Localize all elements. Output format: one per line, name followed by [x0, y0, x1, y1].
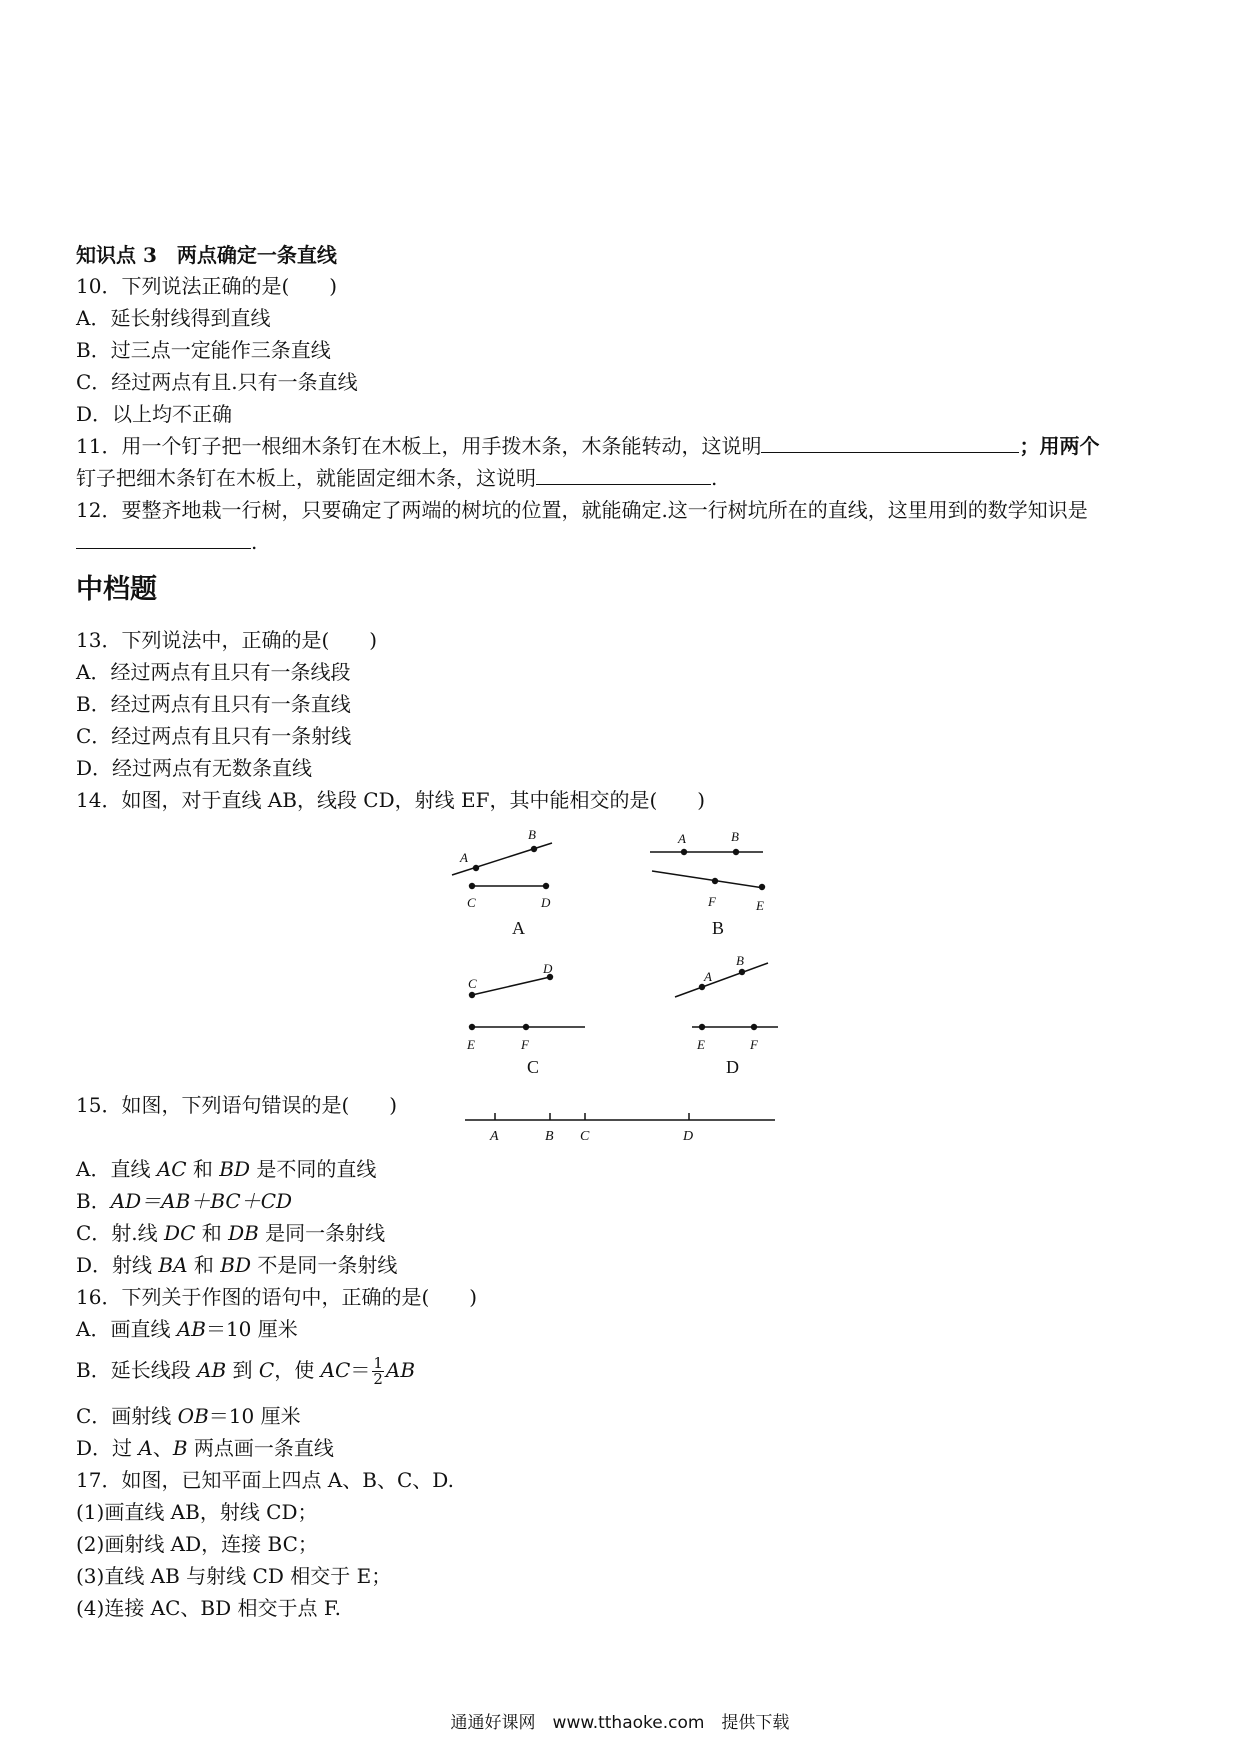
q10-option-a: A．延长射线得到直线 [76, 306, 271, 330]
q15-c-m1: DC [164, 1221, 196, 1245]
q16-d-m2: B [172, 1436, 188, 1460]
q13-option-b: B．经过两点有且只有一条直线 [76, 692, 351, 716]
q15-a-m1: AC [156, 1157, 187, 1181]
q14-a-label-C: C [467, 895, 476, 910]
q14-a-label-D: D [541, 895, 551, 910]
q15-option-b [76, 1187, 292, 1215]
section-heading-mid: 中档题 [76, 574, 157, 605]
q16-frac-den: 2 [373, 1370, 383, 1388]
q16-a-pre: A．画直线 [76, 1317, 177, 1341]
q15-a-mid: 和 [186, 1157, 220, 1181]
q16-d-post: 两点画一条直线 [187, 1436, 334, 1460]
q15-c-post: 是同一条射线 [258, 1221, 386, 1245]
q14-caption-c: C [527, 1057, 540, 1077]
q16-stem: 16．下列关于作图的语句中，正确的是( ) [76, 1285, 478, 1309]
q14-b-label-A: A [678, 831, 686, 846]
q15-label-A: A [490, 1129, 499, 1144]
q15-d-m2: BD [220, 1253, 251, 1277]
q17-step-4: (4)连接 AC、BD 相交于点 F. [76, 1596, 341, 1620]
q15-label-B: B [545, 1129, 554, 1144]
q16-b-m2: C [258, 1358, 275, 1382]
q16-option-d [76, 1434, 334, 1462]
q16-b-m4: AB [385, 1358, 416, 1382]
q16-a-post: ＝10 厘米 [205, 1317, 298, 1341]
q12-line-1: 12．要整齐地栽一行树，只要确定了两端的树坑的位置，就能确定.这一行树坑所在的直线，这里用到的数学知识是 [76, 498, 1088, 522]
page-footer: 通通好课网 www.tthaoke.com 提供下载 [450, 1713, 790, 1733]
q10-option-d: D．以上均不正确 [76, 402, 233, 426]
q11-part1: 11．用一个钉子把一根细木条钉在木板上，用手拨木条，木条能转动，这说明 [76, 434, 762, 458]
q14-d-label-A: A [704, 969, 712, 984]
q14-d-label-E: E [697, 1037, 705, 1052]
q15-stem: 15．如图，下列语句错误的是( ) [76, 1093, 398, 1117]
q10-option-b: B．过三点一定能作三条直线 [76, 338, 331, 362]
q15-b-m: AD＝AB＋BC＋CD [110, 1189, 293, 1213]
q15-d-post: 不是同一条射线 [251, 1253, 398, 1277]
q14-d-label-B: B [736, 953, 744, 968]
q15-d-mid: 和 [187, 1253, 221, 1277]
q13-option-c: C．经过两点有且只有一条射线 [76, 724, 352, 748]
q15-d-pre: D．射线 [76, 1253, 159, 1277]
q17-stem: 17．如图，已知平面上四点 A、B、C、D. [76, 1468, 454, 1492]
q15-option-a [76, 1155, 376, 1183]
q11-line-2 [76, 464, 717, 492]
q14-a-label-B: B [528, 827, 536, 842]
q16-c-m: OB [177, 1404, 209, 1428]
q11-end: . [711, 466, 718, 490]
q14-c-label-D: D [543, 961, 553, 976]
q14-caption-b: B [712, 918, 725, 938]
q15-b-pre: B． [76, 1189, 111, 1213]
q15-label-C: C [580, 1129, 590, 1144]
q16-b-mid: 到 [226, 1358, 259, 1382]
q11-part2: 钉子把细木条钉在木板上，就能固定细木条，这说明 [76, 466, 536, 490]
q15-option-c [76, 1219, 385, 1247]
q16-option-a [76, 1315, 298, 1343]
q14-c-label-C: C [468, 976, 477, 991]
q16-a-m: AB [176, 1317, 206, 1341]
section-heading-kp3: 知识点 3 两点确定一条直线 [76, 243, 337, 267]
q12-blank[interactable] [76, 528, 251, 549]
q15-label-D: D [683, 1129, 694, 1144]
q11-blank-2[interactable] [536, 464, 711, 485]
q17-step-3: (3)直线 AB 与射线 CD 相交于 E； [76, 1564, 392, 1588]
q15-figure [460, 1110, 780, 1150]
q16-b-m3: AC [320, 1358, 351, 1382]
q15-c-m2: DB [228, 1221, 259, 1245]
q14-figure [440, 815, 800, 1085]
q15-c-mid: 和 [195, 1221, 229, 1245]
q16-frac-num: 1 [373, 1354, 383, 1372]
q15-a-post: 是不同的直线 [250, 1157, 377, 1181]
q12-line-2 [76, 528, 257, 556]
q13-stem: 13．下列说法中，正确的是( ) [76, 628, 378, 652]
q16-d-pre: D．过 [76, 1436, 139, 1460]
q16-b-eq: ＝ [350, 1358, 371, 1382]
q15-option-d [76, 1251, 397, 1279]
q15-a-pre: A．直线 [76, 1157, 157, 1181]
q15-d-m1: BA [158, 1253, 188, 1277]
q12-end: . [251, 530, 258, 554]
q17-step-2: (2)画射线 AD，连接 BC； [76, 1532, 318, 1556]
q14-a-label-A: A [460, 850, 468, 865]
q16-d-m1: A [138, 1436, 153, 1460]
q16-c-pre: C．画射线 [76, 1404, 178, 1428]
q15-a-m2: BD [219, 1157, 251, 1181]
q11-blank-1[interactable] [761, 432, 1019, 453]
q14-c-label-F: F [521, 1037, 529, 1052]
q15-c-pre: C．射.线 [76, 1221, 165, 1245]
q14-c-label-E: E [467, 1037, 475, 1052]
q16-fraction [372, 1356, 384, 1387]
q14-caption-d: D [726, 1057, 739, 1077]
q16-b-pre: B．延长线段 [76, 1358, 198, 1382]
q14-caption-a: A [512, 918, 525, 938]
q16-c-post: ＝10 厘米 [208, 1404, 301, 1428]
q14-d-label-F: F [750, 1037, 758, 1052]
q14-b-label-E: E [756, 898, 764, 913]
q14-b-label-F: F [708, 894, 716, 909]
q10-option-c: C．经过两点有且.只有一条直线 [76, 370, 358, 394]
q16-b-mid2: ，使 [274, 1358, 321, 1382]
q17-step-1: (1)画直线 AB，射线 CD； [76, 1500, 318, 1524]
q13-option-a: A．经过两点有且只有一条线段 [76, 660, 351, 684]
q10-stem: 10．下列说法正确的是( ) [76, 274, 338, 298]
q16-b-m1: AB [197, 1358, 227, 1382]
q16-option-c [76, 1402, 301, 1430]
q16-option-b [76, 1356, 415, 1387]
q16-d-mid: 、 [152, 1436, 173, 1460]
q11-line-1 [76, 432, 1099, 460]
q14-b-label-B: B [731, 829, 739, 844]
q13-option-d: D．经过两点有无数条直线 [76, 756, 313, 780]
q11-sep: ；用两个 [1019, 434, 1100, 458]
q14-stem: 14．如图，对于直线 AB，线段 CD，射线 EF，其中能相交的是( ) [76, 788, 706, 812]
